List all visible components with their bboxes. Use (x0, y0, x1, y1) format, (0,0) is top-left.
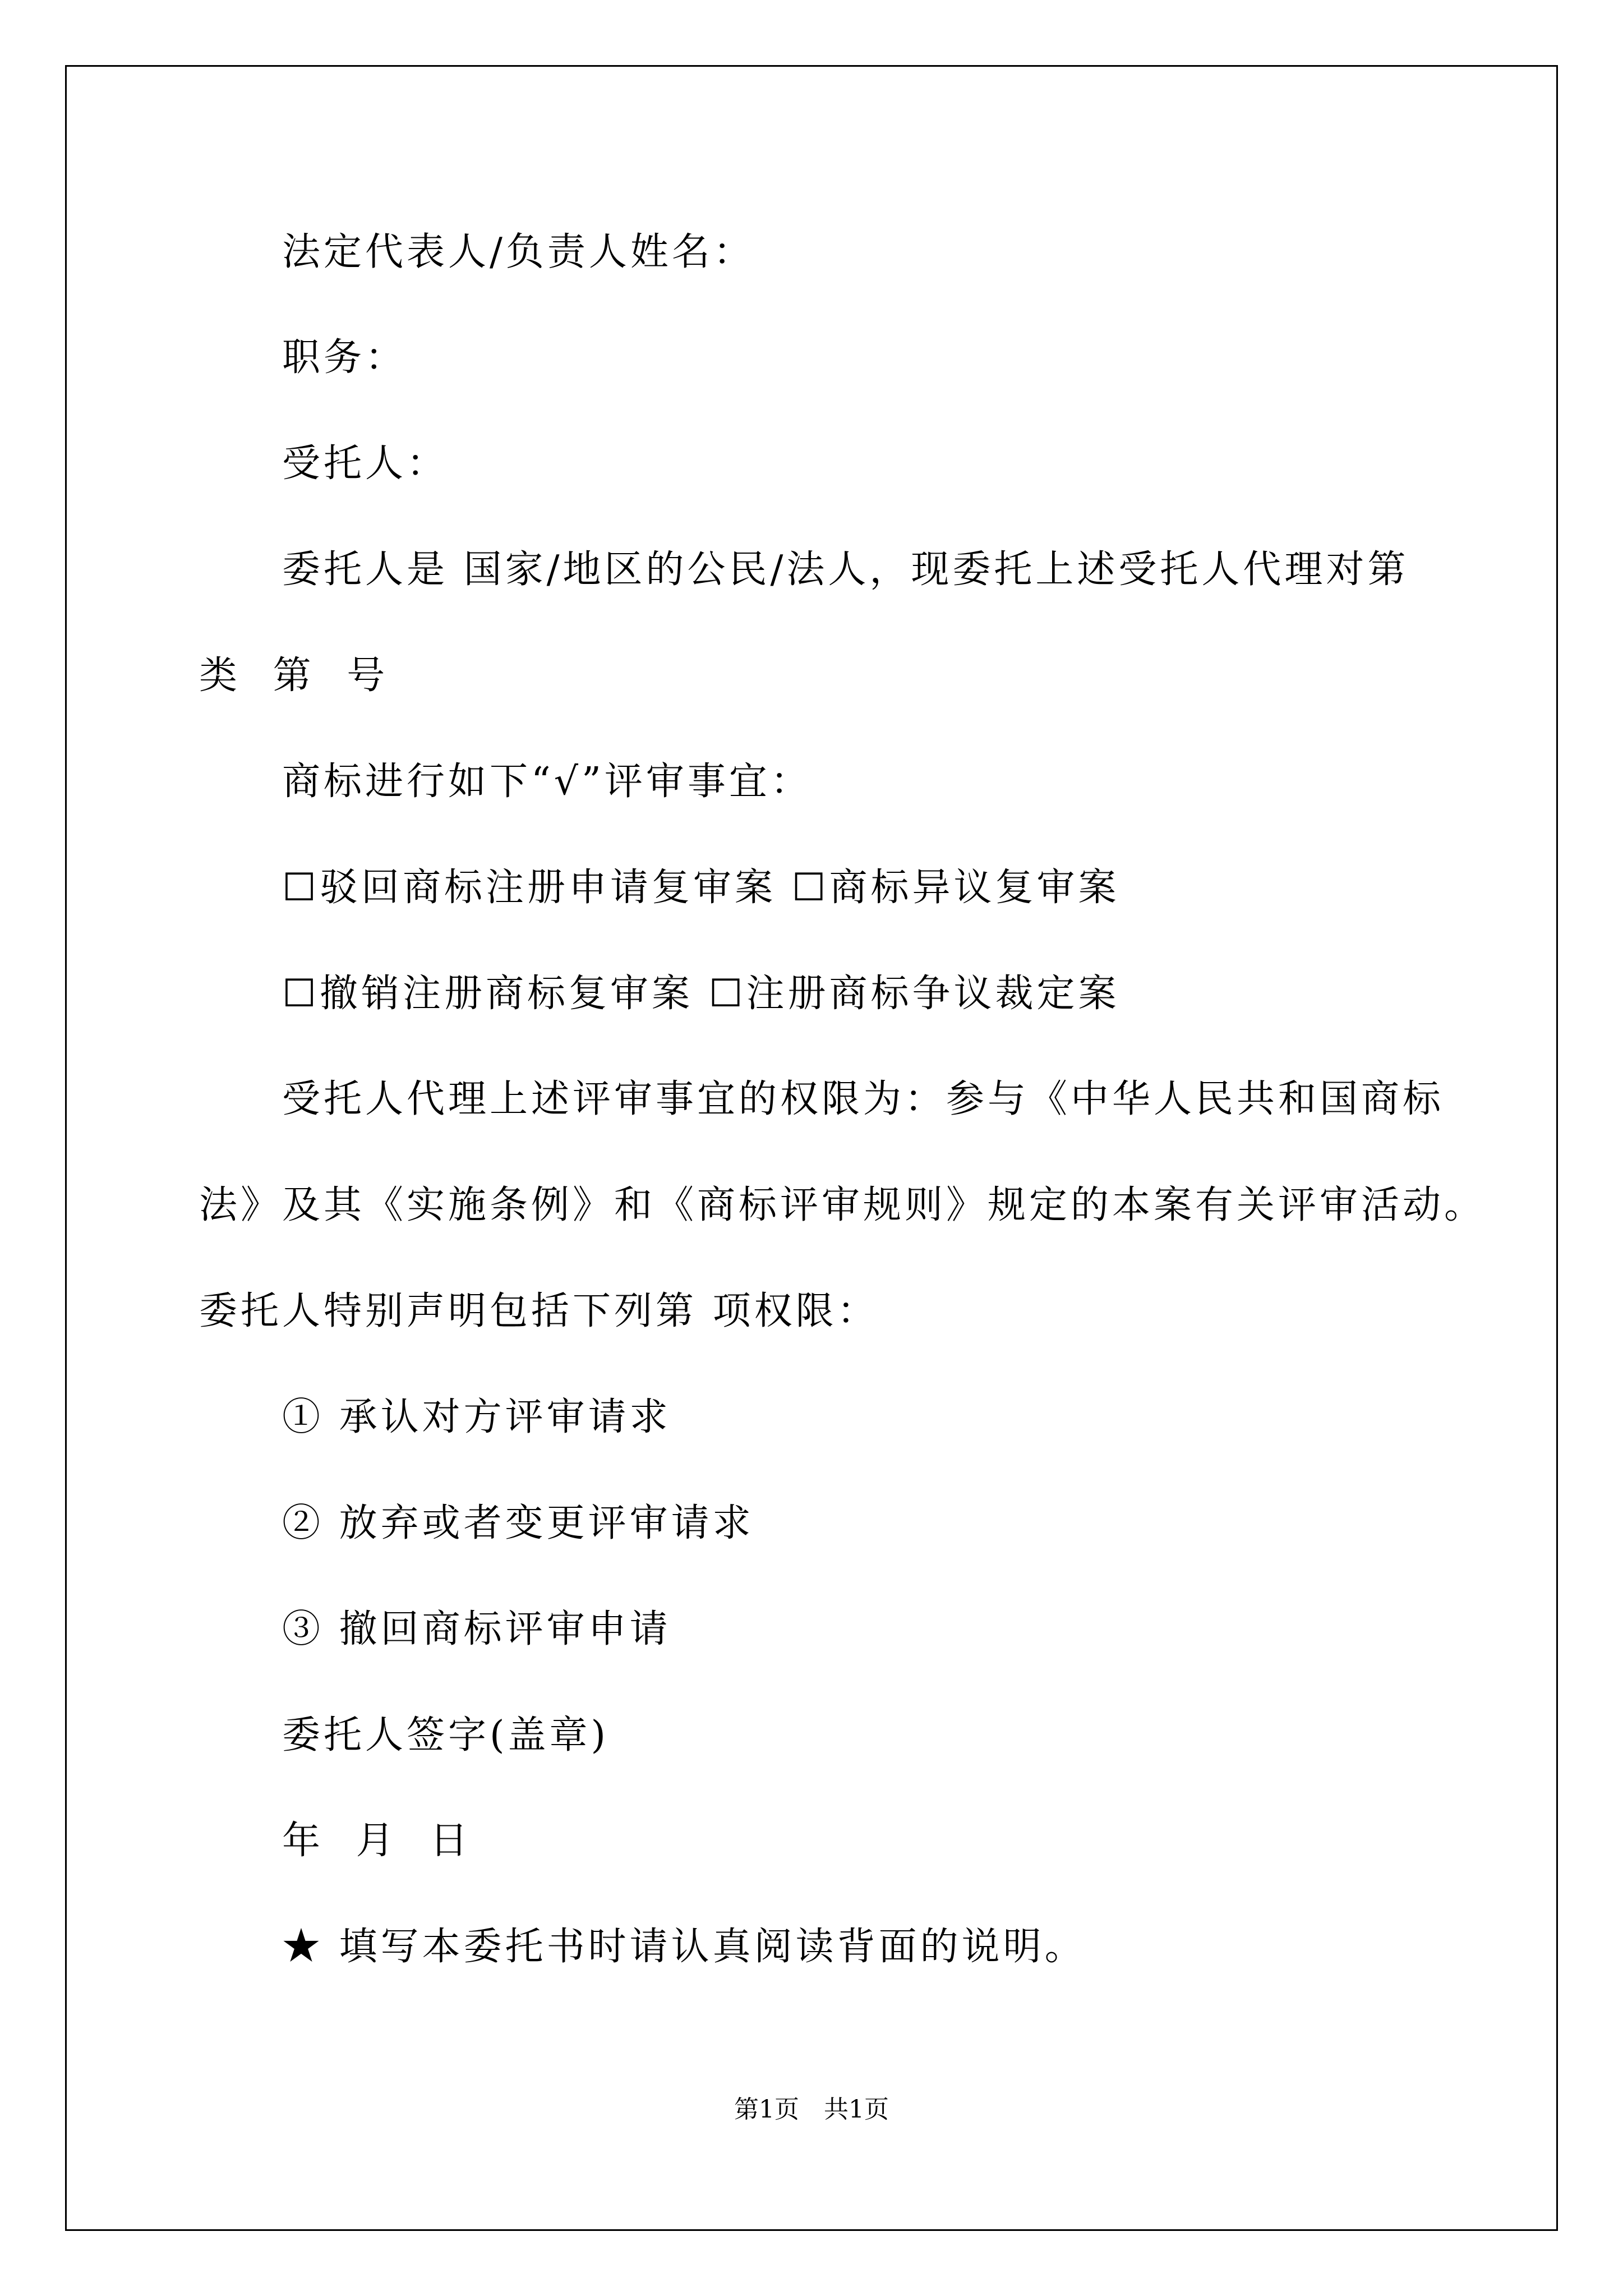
checkbox-options-row-2: ☐撤销注册商标复审案 ☐注册商标争议裁定案 (282, 972, 1120, 1016)
authority-scope-line-1: 受托人代理上述评审事宜的权限为：参与《中华人民共和国商标 (282, 1077, 1445, 1121)
authority-scope-line-2: 法》及其《实施条例》和《商标评审规则》规定的本案有关评审活动。 (199, 1183, 1486, 1227)
signature-label: 委托人签字(盖章) (282, 1713, 610, 1757)
authorization-statement-line-1: 委托人是 国家/地区的公民/法人，现委托上述受托人代理对第 (282, 547, 1409, 592)
authority-item-2: ② 放弃或者变更评审请求 (282, 1501, 754, 1545)
checkbox-options-row-1: ☐驳回商标注册申请复审案 ☐商标异议复审案 (282, 866, 1120, 910)
review-matters-intro: 商标进行如下“√”评审事宜： (282, 760, 812, 804)
authority-item-3: ③ 撤回商标评审申请 (282, 1607, 671, 1651)
date-line: 年 月 日 (282, 1819, 472, 1863)
authority-item-1: ① 承认对方评审请求 (282, 1395, 671, 1439)
instructions-note: ★ 填写本委托书时请认真阅读背面的说明。 (282, 1925, 1086, 1969)
legal-representative-name-label: 法定代表人/负责人姓名： (282, 230, 755, 274)
page-number-footer: 第1页 共1页 (734, 2095, 889, 2124)
authorization-statement-line-2: 类 第 号 (199, 654, 389, 698)
page-border (65, 65, 1558, 2231)
position-label: 职务： (282, 335, 407, 380)
trustee-label: 受托人： (282, 441, 449, 486)
special-authority-statement: 委托人特别声明包括下列第 项权限： (199, 1289, 879, 1333)
